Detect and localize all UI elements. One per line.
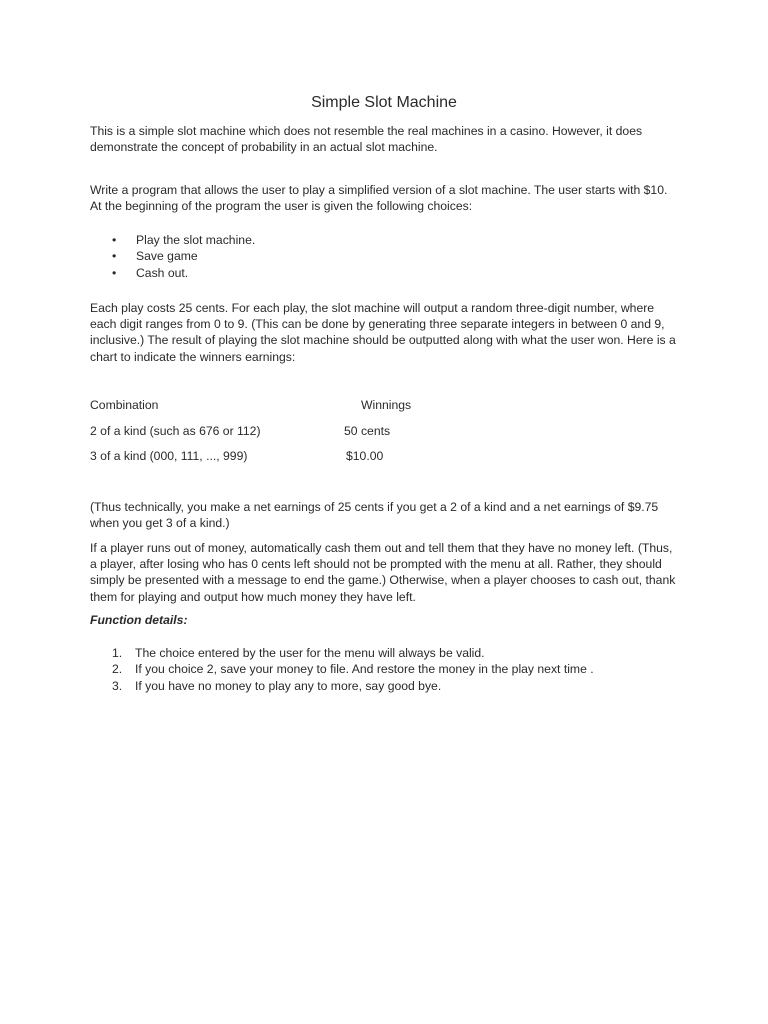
choices-list bbox=[90, 232, 255, 281]
list-item-label: If you have no money to play any to more, say good bye. bbox=[135, 678, 442, 693]
list-item-number: 1. bbox=[112, 646, 123, 660]
intro-paragraph: This is a simple slot machine which does not resemble the real machines in a casino. However, it does demonstrate the concept of probability in an actual slot machine. bbox=[90, 124, 643, 155]
list-item-label: The choice entered by the user for the menu will always be valid. bbox=[135, 646, 485, 660]
table-header-combination: Combination bbox=[90, 398, 159, 412]
table-cell-combination: 2 of a kind (such as 676 or 112) bbox=[90, 424, 261, 438]
table-row bbox=[90, 423, 590, 441]
list-item-number: 2. bbox=[112, 662, 123, 677]
table-cell-combination: 3 of a kind (000, 111, ..., 999) bbox=[90, 449, 248, 463]
table-cell-winnings: $10.00 bbox=[346, 449, 384, 463]
page-title: Simple Slot Machine bbox=[311, 94, 457, 111]
task-paragraph: Write a program that allows the user to play a simplified version of a slot machine. The user starts with $10. At the beginning of the program the user is given the following choices: bbox=[90, 183, 668, 214]
list-item-label: Save game bbox=[136, 249, 198, 264]
list-item-number: 3. bbox=[112, 678, 123, 693]
list-item bbox=[90, 678, 594, 694]
cost-paragraph: Each play costs 25 cents. For each play, the slot machine will output a random three-digit number, where each digit ranges from 0 to 9. (This can be done by generating three separate integers in between 0 and 9, inclusive.) The result of playing the slot machine should be outputted along with what the user won. Here is a chart to indicate the winners earnings: bbox=[90, 301, 676, 364]
net-earnings-paragraph: (Thus technically, you make a net earnings of 25 cents if you get a 2 of a kind and a net earnings of $9.75 when you get 3 of a kind.) bbox=[90, 500, 659, 531]
function-details-heading: Function details: bbox=[90, 613, 188, 627]
list-item bbox=[90, 265, 255, 281]
list-item-label: If you choice 2, save your money to file. And restore the money in the play next time . bbox=[135, 662, 594, 677]
bullet-icon: • bbox=[112, 265, 117, 280]
list-item bbox=[90, 661, 594, 677]
table-header-row bbox=[90, 397, 590, 415]
out-of-money-paragraph: If a player runs out of money, automatically cash them out and tell them that they have no money left. (Thus, a player, after losing who has 0 cents left should not be prompted with the menu at all. Rather, they should simply be presented with a message to end the game.) Otherwise, when a player chooses to cash out, thank them for playing and output how much money they have left. bbox=[90, 541, 676, 604]
bullet-icon: • bbox=[112, 233, 117, 247]
list-item-label: Play the slot machine. bbox=[136, 233, 256, 247]
list-item bbox=[90, 232, 255, 248]
list-item-label: Cash out. bbox=[136, 265, 189, 280]
bullet-icon: • bbox=[112, 249, 117, 264]
list-item bbox=[90, 248, 255, 264]
table-header-winnings: Winnings bbox=[361, 398, 412, 412]
function-details-list bbox=[90, 645, 594, 694]
table-cell-winnings: 50 cents bbox=[344, 424, 391, 438]
list-item bbox=[90, 645, 594, 661]
table-row bbox=[90, 448, 590, 466]
